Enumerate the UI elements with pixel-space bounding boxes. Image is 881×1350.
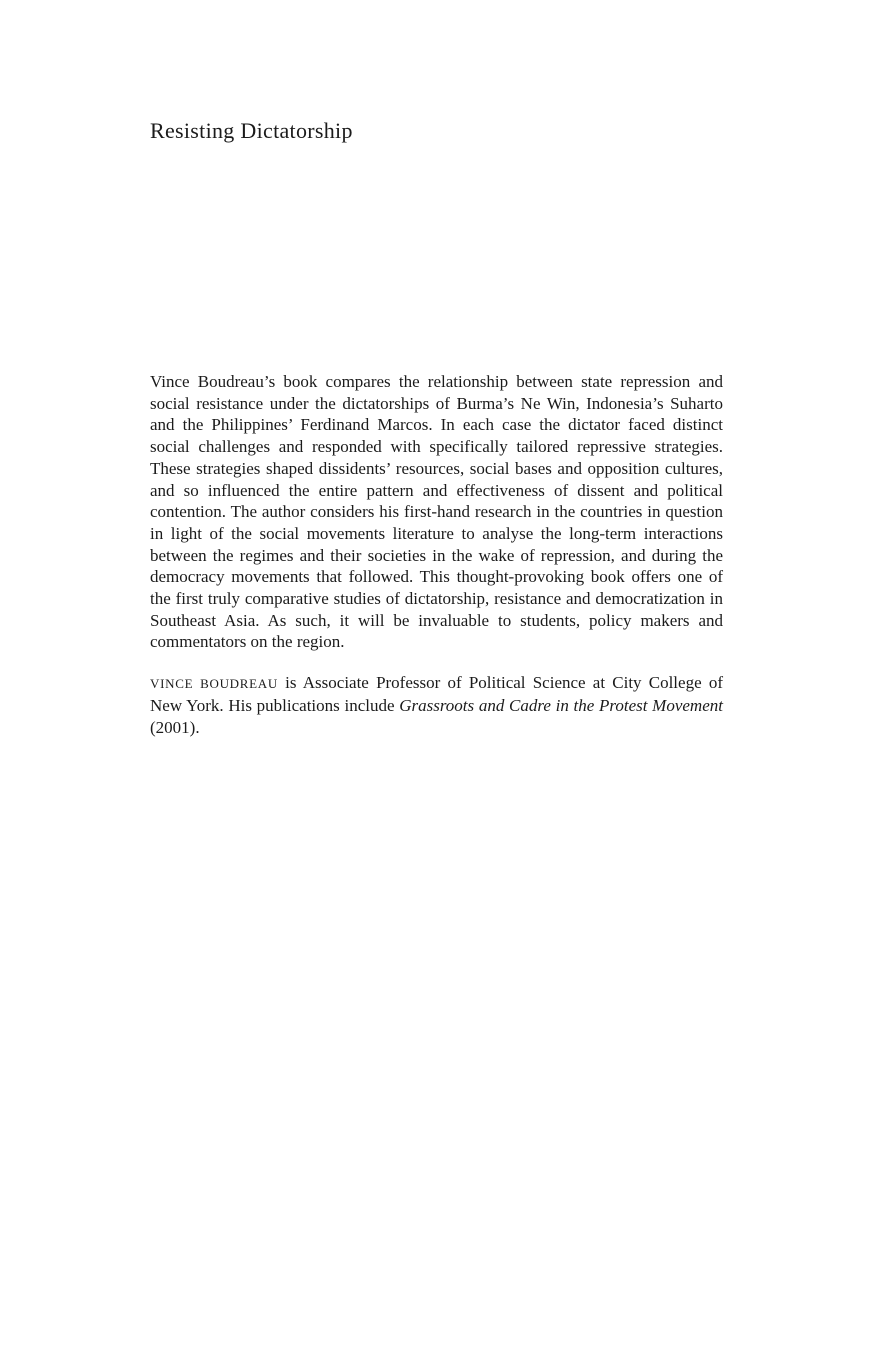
author-bio-text: is Associate Professor of Political Science at City College of New York. His publications include [150,673,723,715]
author-bio-paragraph [150,672,723,738]
author-name: VINCE BOUDREAU [150,676,278,692]
text-block [150,371,723,738]
publication-title: Grassroots and Cadre in the Protest Movement [399,695,723,715]
book-title: Resisting Dictatorship [150,118,353,143]
synopsis-paragraph: Vince Boudreau’s book compares the relationship between state repression and social resistance under the dictatorships of Burma’s Ne Win, Indonesia’s Suharto and the Philippines’ Ferdinand Marcos. In each case the dictator faced distinct social challenges and responded with specifically tailored repressive strategies. These strategies shaped dissidents’ resources, social bases and opposition cultures, and so influenced the entire pattern and effectiveness of dissent and political contention. The author considers his first-hand research in the countries in question in light of the social movements literature to analyse the long-term interactions between the regimes and their societies in the wake of repression, and during the democracy movements that followed. This thought-provoking book offers one of the first truly comparative studies of dictatorship, resistance and democratization in Southeast Asia. As such, it will be invaluable to students, policy makers and commentators on the region. [150,372,723,652]
publication-year: (2001). [150,717,200,737]
